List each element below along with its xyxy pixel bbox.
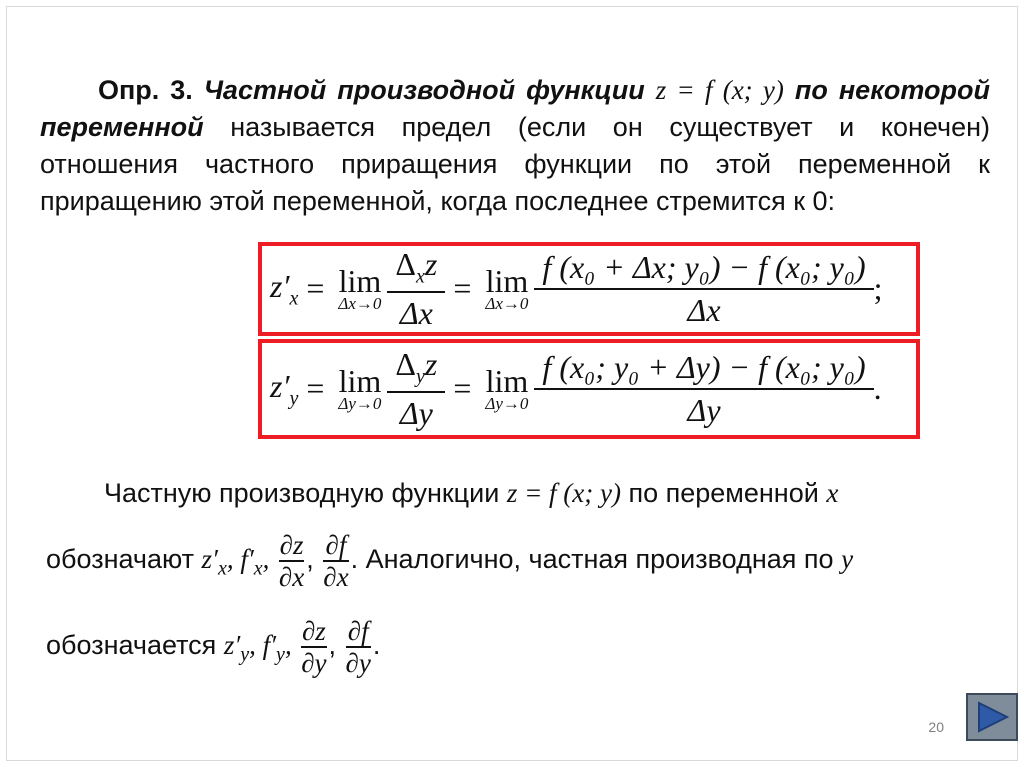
- formula-box-y: [258, 339, 920, 439]
- notation-paragraph-2: обозначают $z'_x$, $f'_x$, $\frac{\partial z}{\partial x}$ , $\frac{\partial f}{\partial x}$ . Аналогично, частная производная по y: [46, 530, 854, 592]
- formula-y-limit-2: lim Δy→0: [485, 363, 529, 414]
- formula-x-full-fraction: $\frac{\text{f (x₀ + Δx; y₀) − f (x₀; y₀)}}{\Delta x}$: [538, 249, 869, 329]
- partial-f-over-partial-x: $\frac{\partial f}{\partial x}$: [323, 530, 349, 592]
- formula-x-limit: lim Δx→0: [338, 263, 382, 314]
- next-slide-button[interactable]: [966, 693, 1018, 741]
- formula-y-full-fraction: $\frac{\text{f (x₀; y₀ + Δy) − f (x₀; y₀)}}{\Delta y}$: [538, 349, 869, 429]
- page-number: 20: [928, 719, 944, 735]
- formula-y: [262, 346, 882, 431]
- partial-z-over-partial-x: $\frac{\partial z}{\partial x}$: [278, 530, 305, 592]
- formula-y-ratio: $\frac{\Delta_yz}{\Delta y}$: [391, 346, 441, 431]
- formula-x-ratio: $\frac{\Delta_xz}{\Delta x}$: [391, 246, 441, 331]
- notation-x-list: $z'_x$, $f'_x$,: [201, 544, 270, 580]
- slide-content: [40, 72, 990, 220]
- formula-y-end: .: [873, 370, 882, 407]
- definition-italic-lead: Частной производной функции: [203, 75, 645, 105]
- definition-label: Опр. 3.: [98, 75, 193, 105]
- equals-sign: =: [306, 270, 325, 307]
- equals-sign: =: [453, 270, 472, 307]
- formula-x-lhs: $z'_x$: [270, 267, 299, 310]
- partial-f-over-partial-y: $\frac{\partial f}{\partial y}$: [345, 616, 371, 678]
- definition-italic-mid: по некоторой переменной: [40, 75, 990, 142]
- notation-paragraph-1: Частную производную функции z = f (x; y) по переменной x: [104, 478, 839, 508]
- formula-x-end: ;: [873, 270, 883, 307]
- play-arrow-icon: [975, 701, 1009, 733]
- definition-text: называется предел (если он существует и конечен) отношения частного приращения функции по этой переменной к приращению этой переменной, когда последнее стремится к 0:: [40, 112, 990, 216]
- notation-paragraph-3: обозначается $z'_y$, $f'_y$, $\frac{\partial z}{\partial y}$ , $\frac{\partial f}{\partial y}$ .: [46, 616, 381, 678]
- equals-sign: =: [453, 370, 472, 407]
- formula-y-limit: lim Δy→0: [338, 363, 382, 414]
- formula-box-x: [258, 242, 920, 336]
- partial-z-over-partial-y: $\frac{\partial z}{\partial y}$: [301, 616, 327, 678]
- notation-y-list: $z'_y$, $f'_y$,: [223, 630, 292, 666]
- function-expression: z = f (x; y): [655, 75, 784, 105]
- formula-x-limit-2: lim Δx→0: [485, 263, 529, 314]
- formula-x: [262, 246, 883, 331]
- definition-paragraph: [40, 72, 990, 220]
- equals-sign: =: [306, 370, 325, 407]
- formula-y-lhs: $z'_y$: [270, 367, 299, 410]
